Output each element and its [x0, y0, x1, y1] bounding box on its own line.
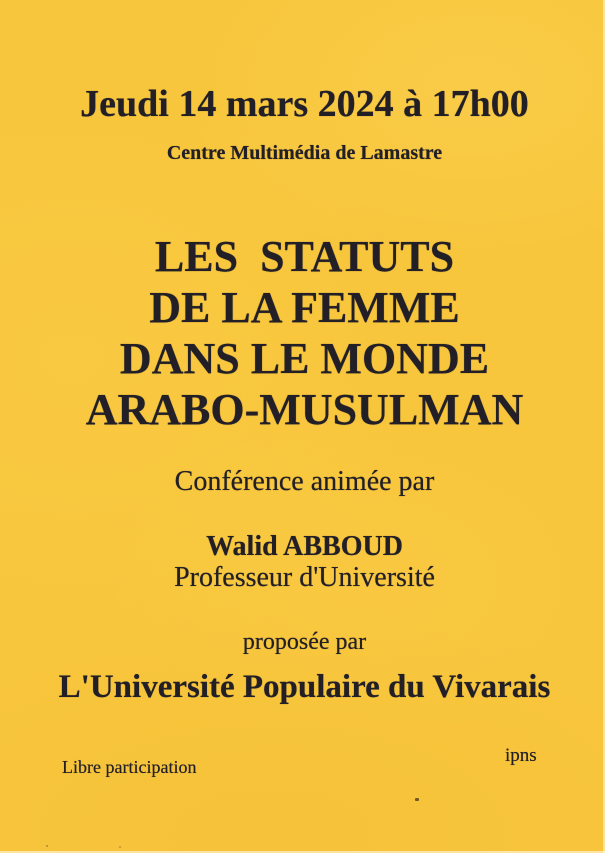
printer-note-ipns: ipns [505, 745, 537, 766]
title-line-2: DE LA FEMME [149, 283, 460, 332]
organizer-name: L'Université Populaire du Vivarais [58, 669, 551, 705]
speaker-name: Walid ABBOUD [206, 531, 403, 562]
scan-speck [415, 798, 419, 801]
event-venue: Centre Multimédia de Lamastre [166, 142, 443, 164]
intro-text: Conférence animée par [174, 466, 435, 497]
scan-speck [119, 846, 121, 848]
event-title [2, 231, 605, 435]
title-line-4: ARABO-MUSULMAN [85, 385, 524, 434]
proposed-by-text: proposée par [242, 629, 367, 655]
speaker-title: Professeur d'Université [174, 562, 435, 593]
admission-note: Libre participation [62, 757, 197, 777]
event-date: Jeudi 14 mars 2024 à 17h00 [80, 83, 529, 125]
title-line-1: LES STATUTS [154, 232, 455, 281]
title-line-3: DANS LE MONDE [119, 334, 490, 383]
scan-speck [46, 845, 48, 847]
speaker-block [2, 531, 605, 593]
